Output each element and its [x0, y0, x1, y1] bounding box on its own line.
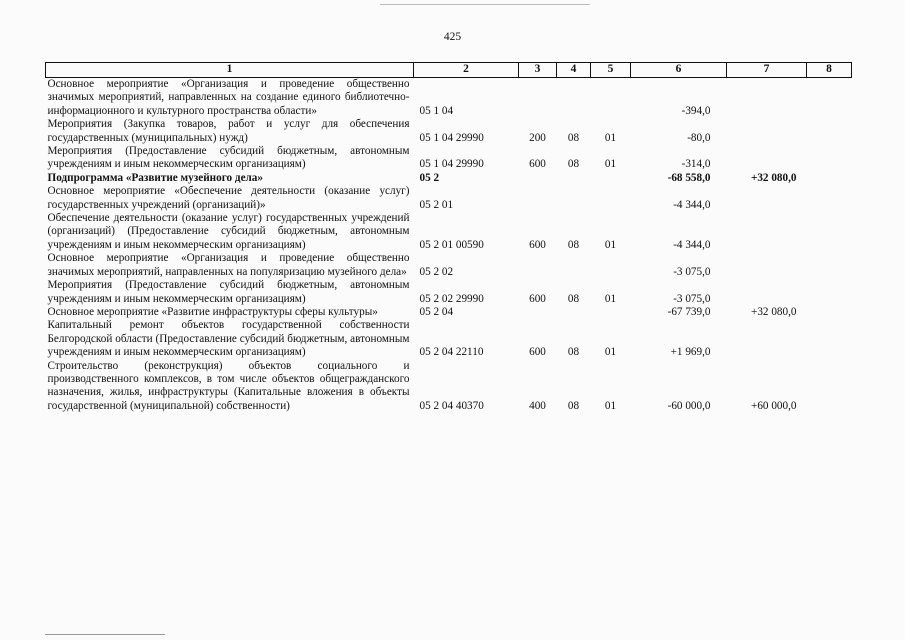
- column-header: 7: [727, 63, 807, 78]
- column-header: 1: [46, 63, 414, 78]
- row-amount: -60 000,0: [667, 399, 711, 412]
- row-section: [557, 185, 591, 212]
- row-subsection: 01: [604, 131, 617, 144]
- row-subsection: [591, 185, 631, 212]
- row-amount-3: [807, 185, 852, 212]
- table-row: [46, 212, 852, 252]
- row-amount-2: [727, 252, 807, 279]
- row-code: 05 2 04: [419, 305, 454, 318]
- row-amount-3: [807, 252, 852, 279]
- row-amount-2: [727, 118, 807, 145]
- column-header: 3: [519, 63, 557, 78]
- scan-edge-line: [380, 4, 590, 5]
- row-subsection: [591, 172, 631, 185]
- row-amount: -80,0: [687, 131, 711, 144]
- row-name: Мероприятия (Предоставление субсидий бюджетным, автономным учреждениям и иным некоммерческим организациям): [47, 145, 410, 171]
- row-amount-2: [727, 279, 807, 306]
- row-section: [557, 252, 591, 279]
- row-expense-type: 600: [529, 238, 546, 251]
- column-header: 2: [414, 63, 519, 78]
- row-amount-3: [807, 172, 852, 185]
- table-row: [46, 252, 852, 279]
- row-amount: -3 075,0: [673, 265, 711, 278]
- row-code: 05 2 01 00590: [419, 238, 484, 251]
- row-code: 05 2 04 40370: [419, 399, 484, 412]
- row-amount: +1 969,0: [670, 346, 711, 359]
- row-section: [557, 306, 591, 319]
- table-row: [46, 78, 852, 119]
- table-row: [46, 185, 852, 212]
- row-section: 08: [567, 292, 580, 305]
- row-section: 08: [567, 399, 580, 412]
- table-row: [46, 118, 852, 145]
- row-subsection: [591, 306, 631, 319]
- row-amount: -68 558,0: [667, 171, 711, 184]
- row-expense-type: 600: [529, 292, 546, 305]
- row-expense-type: [519, 185, 557, 212]
- row-code: 05 1 04: [419, 104, 454, 117]
- row-code: 05 2 01: [419, 198, 454, 211]
- row-subsection: 01: [604, 346, 617, 359]
- table-row: [46, 319, 852, 359]
- page-number: 425: [443, 31, 462, 43]
- row-amount-3: [807, 360, 852, 414]
- row-name: Основное мероприятие «Обеспечение деятельности (оказание услуг) государственных учреждений (организаций)»: [47, 185, 410, 211]
- row-name: Капитальный ремонт объектов государственной собственности Белгородской области (Предоставление субсидий бюджетным, автономным учреждениям и иным некоммерческим организациям): [47, 319, 410, 359]
- row-amount-2: [727, 212, 807, 252]
- row-amount: -394,0: [681, 104, 711, 117]
- row-subsection: 01: [604, 399, 617, 412]
- row-amount-2: [727, 145, 807, 172]
- table-row: [46, 306, 852, 319]
- row-name: Мероприятия (Предоставление субсидий бюджетным, автономным учреждениям и иным некоммерческим организациям): [47, 279, 410, 305]
- row-amount: -4 344,0: [673, 198, 711, 211]
- row-name: Основное мероприятие «Развитие инфраструктуры сферы культуры»: [47, 305, 378, 318]
- row-code: 05 2 02: [419, 265, 454, 278]
- row-amount-3: [807, 118, 852, 145]
- row-subsection: [591, 78, 631, 119]
- scan-edge-line: [45, 634, 165, 635]
- table-row-subprogram: [46, 172, 852, 185]
- row-name: Основное мероприятие «Организация и проведение общественно значимых мероприятий, направленных на создание единого библиотечно-информационного и культурного пространства области»: [47, 78, 410, 117]
- row-amount-3: [807, 212, 852, 252]
- table-body: [46, 78, 852, 414]
- table-row: [46, 279, 852, 306]
- row-name: Подпрограмма «Развитие музейного дела»: [47, 171, 263, 184]
- row-amount: -4 344,0: [673, 238, 711, 251]
- row-amount-3: [807, 319, 852, 359]
- row-amount-3: [807, 145, 852, 172]
- table-row: [46, 360, 852, 414]
- row-name: Обеспечение деятельности (оказание услуг) государственных учреждений (организаций) (Предоставление субсидий бюджетным, автономным учреждениям и иным некоммерческим организациям): [47, 212, 410, 251]
- row-section: 08: [567, 238, 580, 251]
- column-header: 5: [591, 63, 631, 78]
- row-section: 08: [567, 346, 580, 359]
- row-expense-type: [519, 172, 557, 185]
- row-section: [557, 172, 591, 185]
- column-header: 6: [631, 63, 727, 78]
- row-expense-type: [519, 252, 557, 279]
- row-amount-2: +32 080,0: [750, 171, 797, 184]
- row-amount-3: [807, 279, 852, 306]
- row-subsection: 01: [604, 292, 617, 305]
- row-section: 08: [567, 131, 580, 144]
- header-row: [46, 63, 852, 78]
- row-name: Мероприятия (Закупка товаров, работ и услуг для обеспечения государственных (муниципальных) нужд): [47, 118, 410, 144]
- budget-table: [45, 62, 852, 413]
- row-code: 05 1 04 29990: [419, 158, 484, 171]
- table-row: [46, 145, 852, 172]
- row-code: 05 2: [419, 171, 440, 184]
- row-name: Строительство (реконструкция) объектов социального и производственного комплексов, в том числе объектов общегражданского назначения, жилья, инфраструктуры (Капитальные вложения в объекты государственной (муниципальной) собственности): [47, 359, 410, 412]
- row-code: 05 2 02 29990: [419, 292, 484, 305]
- row-amount-2: +32 080,0: [751, 305, 797, 318]
- row-subsection: 01: [604, 238, 617, 251]
- row-name: Основное мероприятие «Организация и проведение общественно значимых мероприятий, направленных на популяризацию музейного дела»: [47, 252, 410, 278]
- column-header: 8: [807, 63, 852, 78]
- row-expense-type: 400: [529, 399, 546, 412]
- row-expense-type: 600: [529, 346, 546, 359]
- row-section: [557, 78, 591, 119]
- row-amount-2: [727, 319, 807, 359]
- row-amount-3: [807, 78, 852, 119]
- row-code: 05 2 04 22110: [419, 346, 484, 359]
- row-amount-2: [727, 185, 807, 212]
- row-amount-2: +60 000,0: [751, 399, 797, 412]
- row-amount-3: [807, 306, 852, 319]
- row-section: 08: [567, 158, 580, 171]
- row-expense-type: 600: [529, 158, 546, 171]
- row-amount-2: [727, 78, 807, 119]
- row-amount: -314,0: [681, 158, 711, 171]
- row-expense-type: [519, 78, 557, 119]
- row-code: 05 1 04 29990: [419, 131, 484, 144]
- row-expense-type: [519, 306, 557, 319]
- row-expense-type: 200: [529, 131, 546, 144]
- row-subsection: 01: [604, 158, 617, 171]
- row-amount: -67 739,0: [667, 305, 711, 318]
- row-amount: -3 075,0: [673, 292, 711, 305]
- row-subsection: [591, 252, 631, 279]
- column-header: 4: [557, 63, 591, 78]
